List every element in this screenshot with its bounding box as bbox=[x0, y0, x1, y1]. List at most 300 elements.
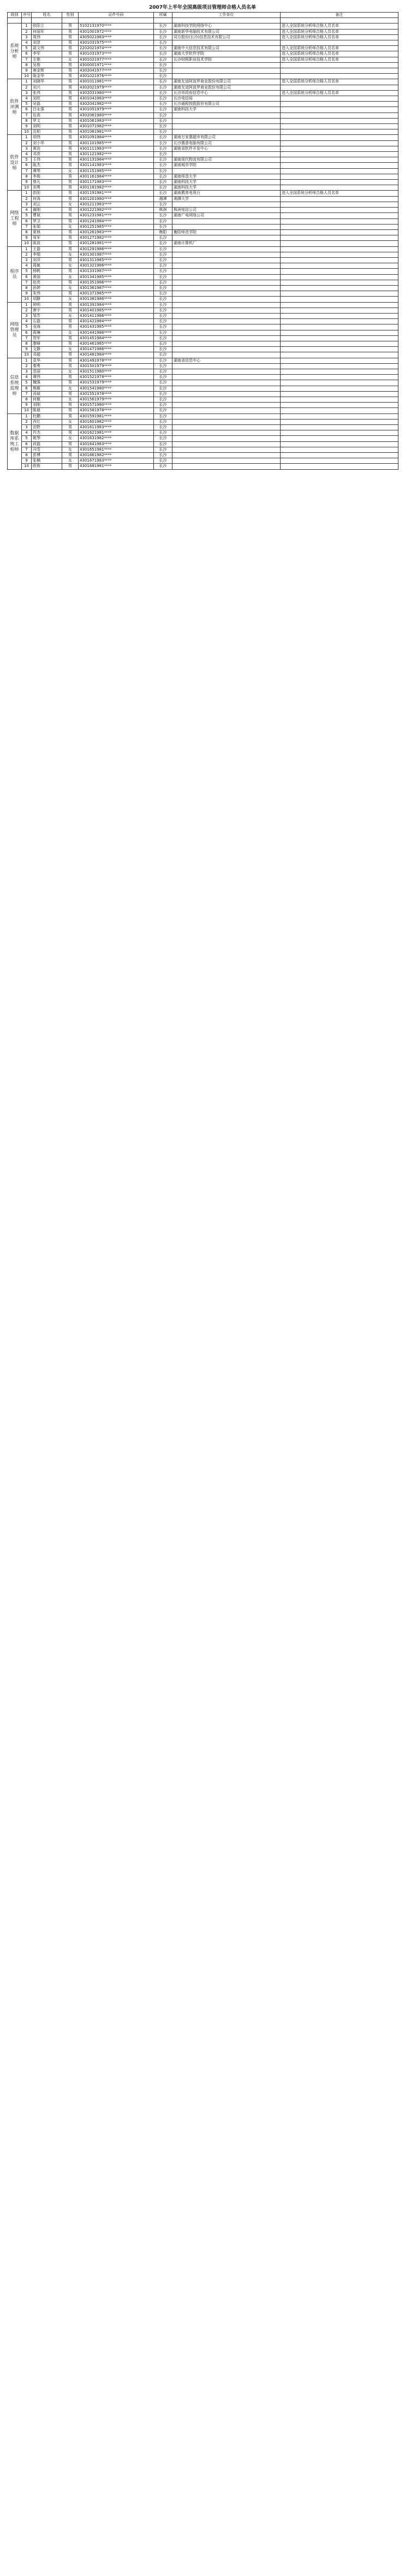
table-cell: 4301031973**** bbox=[79, 51, 154, 57]
table-cell: 7 bbox=[22, 447, 32, 452]
table-cell bbox=[172, 202, 281, 207]
table-cell: 长沙 bbox=[154, 124, 172, 129]
table-cell: 左艳 bbox=[32, 57, 62, 62]
table-cell: 彭阳 bbox=[32, 191, 62, 196]
table-cell: 长沙 bbox=[154, 352, 172, 358]
table-cell: 长沙 bbox=[154, 96, 172, 102]
table-row bbox=[8, 308, 398, 313]
table-cell bbox=[281, 352, 398, 358]
table-row bbox=[8, 280, 398, 285]
table-cell bbox=[172, 375, 281, 380]
table-cell bbox=[281, 40, 398, 46]
table-cell: 男 bbox=[62, 135, 79, 140]
table-row bbox=[8, 363, 398, 369]
table-cell bbox=[281, 391, 398, 397]
table-cell: 谭琴 bbox=[32, 168, 62, 174]
table-cell: 长沙 bbox=[154, 113, 172, 118]
table-cell: 谭伟 bbox=[32, 375, 62, 380]
table-row bbox=[8, 297, 398, 302]
table-cell: 吴俊 bbox=[32, 62, 62, 68]
table-cell: 长沙 bbox=[154, 241, 172, 246]
table-cell: 6 bbox=[22, 330, 32, 335]
table-cell: 女 bbox=[62, 330, 79, 335]
table-cell: 4301281981**** bbox=[79, 241, 154, 246]
table-cell bbox=[281, 257, 398, 263]
table-cell bbox=[281, 96, 398, 102]
table-cell: 9 bbox=[22, 403, 32, 408]
table-cell: 长沙 bbox=[154, 146, 172, 151]
table-cell: 8 bbox=[22, 285, 32, 291]
table-row bbox=[8, 196, 398, 202]
table-cell bbox=[281, 347, 398, 352]
table-cell: 男 bbox=[62, 218, 79, 224]
table-row bbox=[8, 152, 398, 157]
table-cell bbox=[172, 68, 281, 74]
table-cell: 长沙 bbox=[154, 386, 172, 391]
table-cell: 男 bbox=[62, 352, 79, 358]
table-cell: 4300001971**** bbox=[79, 62, 154, 68]
table-cell: 4301521978**** bbox=[79, 375, 154, 380]
table-cell: 男 bbox=[62, 425, 79, 430]
table-cell: 1 bbox=[22, 23, 32, 29]
table-cell bbox=[172, 391, 281, 397]
table-cell: 长沙 bbox=[154, 274, 172, 280]
table-cell: 长沙 bbox=[154, 453, 172, 458]
table-cell: 4302041977**** bbox=[79, 68, 154, 74]
table-cell: 廖峰 bbox=[32, 341, 62, 346]
table-cell: 男 bbox=[62, 23, 79, 29]
table-row bbox=[8, 68, 398, 74]
table-cell: 4 bbox=[22, 430, 32, 436]
table-cell: 沈柏 bbox=[32, 129, 62, 135]
table-cell: 4301071982**** bbox=[79, 124, 154, 129]
table-cell: 男 bbox=[62, 391, 79, 397]
table-cell: 男 bbox=[62, 403, 79, 408]
table-cell bbox=[172, 419, 281, 424]
table-cell: 男 bbox=[62, 140, 79, 146]
table-cell: 5 bbox=[22, 157, 32, 163]
table-cell: 4301401985**** bbox=[79, 308, 154, 313]
table-row bbox=[8, 102, 398, 107]
table-cell: 4302061980**** bbox=[79, 113, 154, 118]
table-cell bbox=[172, 280, 281, 285]
table-row bbox=[8, 79, 398, 85]
table-cell bbox=[281, 74, 398, 79]
table-cell: 4 bbox=[22, 96, 32, 102]
table-cell: 长沙 bbox=[154, 335, 172, 341]
table-cell: 长沙 bbox=[154, 235, 172, 241]
table-cell: 1 bbox=[22, 413, 32, 419]
table-cell: 4301241984**** bbox=[79, 218, 154, 224]
table-cell: 4301641983**** bbox=[79, 441, 154, 447]
table-cell: 何敏 bbox=[32, 397, 62, 403]
table-cell: 进入全国系统分析师合格人员名单 bbox=[281, 29, 398, 34]
table-cell: 男 bbox=[62, 208, 79, 213]
table-cell: 4301091984**** bbox=[79, 135, 154, 140]
table-cell: 4301291986**** bbox=[79, 246, 154, 252]
table-cell bbox=[281, 464, 398, 469]
table-row bbox=[8, 430, 398, 436]
table-cell bbox=[281, 313, 398, 318]
table-cell bbox=[281, 413, 398, 419]
table-cell: 湖南广电网络公司 bbox=[172, 213, 281, 218]
table-cell: 长沙 bbox=[154, 363, 172, 369]
table-cell: 5 bbox=[22, 46, 32, 51]
table-cell: 6 bbox=[22, 107, 32, 113]
table-row bbox=[8, 140, 398, 146]
table-cell: 邹芳 bbox=[32, 313, 62, 318]
section-label: 数据库系统工程师 bbox=[8, 413, 22, 469]
table-cell: 4 bbox=[22, 375, 32, 380]
table-cell: 4 bbox=[22, 40, 32, 46]
table-cell: 7 bbox=[22, 391, 32, 397]
table-cell: 4301551978**** bbox=[79, 391, 154, 397]
table-cell: 5 bbox=[22, 269, 32, 274]
table-cell: 钟明 bbox=[32, 302, 62, 308]
table-cell bbox=[281, 358, 398, 363]
table-cell: 刘云 bbox=[32, 202, 62, 207]
table-cell bbox=[172, 274, 281, 280]
table-cell: 长沙 bbox=[154, 397, 172, 403]
table-cell: 长沙 bbox=[154, 90, 172, 96]
subheader-row bbox=[8, 18, 398, 23]
table-cell: 4301271982**** bbox=[79, 235, 154, 241]
table-cell: 贺军 bbox=[32, 335, 62, 341]
column-subheader bbox=[8, 18, 22, 23]
section-label: 网络工程师 bbox=[8, 191, 22, 246]
table-cell: 长沙 bbox=[154, 129, 172, 135]
table-cell: 5 bbox=[22, 436, 32, 441]
table-cell bbox=[281, 297, 398, 302]
table-cell: 7 bbox=[22, 224, 32, 229]
table-row bbox=[8, 46, 398, 51]
table-cell: 长沙 bbox=[154, 34, 172, 40]
table-cell: 周敏 bbox=[32, 263, 62, 269]
table-cell bbox=[172, 257, 281, 263]
table-cell bbox=[281, 430, 398, 436]
table-cell: 长沙 bbox=[154, 152, 172, 157]
table-cell: 8 bbox=[22, 118, 32, 123]
table-row bbox=[8, 135, 398, 140]
table-cell bbox=[172, 285, 281, 291]
table-cell: 男 bbox=[62, 430, 79, 436]
table-cell: 4301151985**** bbox=[79, 168, 154, 174]
table-cell: 陈晨 bbox=[32, 408, 62, 413]
table-cell: 魏强 bbox=[32, 380, 62, 386]
table-cell: 4301601982**** bbox=[79, 419, 154, 424]
table-cell: 邓超 bbox=[32, 352, 62, 358]
table-cell bbox=[172, 441, 281, 447]
table-cell: 4 bbox=[22, 152, 32, 157]
table-cell bbox=[172, 124, 281, 129]
table-cell: 男 bbox=[62, 358, 79, 363]
table-cell: 女 bbox=[62, 386, 79, 391]
table-cell: 4301651981**** bbox=[79, 447, 154, 452]
table-cell: 男 bbox=[62, 280, 79, 285]
table-cell bbox=[172, 397, 281, 403]
table-cell: 4302031980**** bbox=[79, 90, 154, 96]
table-cell: 石磊 bbox=[32, 319, 62, 324]
table-row bbox=[8, 375, 398, 380]
table-cell: 男 bbox=[62, 174, 79, 179]
table-cell: 长沙 bbox=[154, 291, 172, 297]
table-cell: 湖南城市学院 bbox=[172, 163, 281, 168]
table-row bbox=[8, 246, 398, 252]
table-cell: 男 bbox=[62, 90, 79, 96]
table-cell: 长沙 bbox=[154, 191, 172, 196]
table-cell bbox=[281, 341, 398, 346]
table-cell: 长沙 bbox=[154, 447, 172, 452]
table-cell: 男 bbox=[62, 157, 79, 163]
table-cell: 男 bbox=[62, 413, 79, 419]
table-cell: 袁华 bbox=[32, 358, 62, 363]
table-cell: 冯雪 bbox=[32, 447, 62, 452]
table-cell: 孙婷 bbox=[32, 285, 62, 291]
table-cell bbox=[281, 403, 398, 408]
table-cell: 3 bbox=[22, 34, 32, 40]
table-cell: 衡阳师范学院 bbox=[172, 229, 281, 235]
table-cell: 衡阳 bbox=[154, 229, 172, 235]
table-cell: 湖南中大信息技术有限公司 bbox=[172, 46, 281, 51]
table-cell bbox=[281, 157, 398, 163]
table-row bbox=[8, 202, 398, 207]
table-row bbox=[8, 397, 398, 403]
table-row bbox=[8, 263, 398, 269]
table-cell: 长沙 bbox=[154, 246, 172, 252]
table-row bbox=[8, 436, 398, 441]
table-cell: 段磊 bbox=[32, 441, 62, 447]
table-cell: 男 bbox=[62, 102, 79, 107]
table-cell: 2 bbox=[22, 140, 32, 146]
table-cell: 4301261983**** bbox=[79, 229, 154, 235]
table-cell: 进入全国系统分析师合格人员名单 bbox=[281, 57, 398, 62]
table-cell: 长沙 bbox=[154, 29, 172, 34]
table-cell: 4301451984**** bbox=[79, 335, 154, 341]
table-cell: 湘潭 bbox=[154, 196, 172, 202]
table-cell: 何丽军 bbox=[32, 29, 62, 34]
table-cell: 男 bbox=[62, 163, 79, 168]
table-cell: 10 bbox=[22, 464, 32, 469]
table-cell bbox=[172, 308, 281, 313]
table-cell: 3 bbox=[22, 313, 32, 318]
table-cell: 长沙 bbox=[154, 135, 172, 140]
table-cell: 10 bbox=[22, 352, 32, 358]
table-cell: 4301381986**** bbox=[79, 297, 154, 302]
table-cell bbox=[281, 235, 398, 241]
table-cell: 男 bbox=[62, 129, 79, 135]
table-cell: 湖南省软件开发中心 bbox=[172, 146, 281, 151]
table-cell: 长沙 bbox=[154, 185, 172, 191]
document-title: 2007年上半年全国高级项目管理师合格人员名单 bbox=[148, 5, 257, 10]
column-subheader bbox=[32, 18, 62, 23]
table-row bbox=[8, 335, 398, 341]
table-row bbox=[8, 291, 398, 297]
table-cell: 长沙 bbox=[154, 458, 172, 464]
table-cell: 4301511980**** bbox=[79, 369, 154, 374]
table-row bbox=[8, 29, 398, 34]
table-cell: 汤斌 bbox=[32, 391, 62, 397]
table-cell: 湖南科技学院网络中心 bbox=[172, 23, 281, 29]
table-cell bbox=[172, 436, 281, 441]
table-cell bbox=[281, 324, 398, 330]
table-cell bbox=[281, 135, 398, 140]
table-cell: 湖南友谊阿波罗商业股份有限公司 bbox=[172, 85, 281, 90]
table-cell: 4301031975**** bbox=[79, 40, 154, 46]
table-cell bbox=[172, 363, 281, 369]
table-cell: 4301001972**** bbox=[79, 29, 154, 34]
table-cell: 4301491978**** bbox=[79, 358, 154, 363]
table-cell: 长沙惠普电脑有限公司 bbox=[172, 140, 281, 146]
column-header: 工作单位 bbox=[172, 13, 281, 18]
table-cell bbox=[172, 40, 281, 46]
table-cell: 4 bbox=[22, 263, 32, 269]
column-subheader bbox=[154, 18, 172, 23]
table-cell: 长沙 bbox=[154, 51, 172, 57]
table-cell: 4301341985**** bbox=[79, 274, 154, 280]
table-cell: 长沙 bbox=[154, 419, 172, 424]
roster-body bbox=[8, 23, 398, 469]
table-cell: 长沙 bbox=[154, 157, 172, 163]
table-cell: 4301111983**** bbox=[79, 146, 154, 151]
table-cell: 男 bbox=[62, 375, 79, 380]
table-row bbox=[8, 57, 398, 62]
table-cell: 湖南省信息中心 bbox=[172, 358, 281, 363]
table-cell: 女 bbox=[62, 458, 79, 464]
table-cell: 4301061983**** bbox=[79, 118, 154, 123]
table-cell: 进入全国系统分析师合格人员名单 bbox=[281, 34, 398, 40]
table-cell bbox=[172, 369, 281, 374]
table-cell: 10 bbox=[22, 74, 32, 79]
table-cell: 男 bbox=[62, 380, 79, 386]
table-cell: 杜鹏 bbox=[32, 413, 62, 419]
table-row bbox=[8, 413, 398, 419]
table-cell bbox=[281, 208, 398, 213]
table-row bbox=[8, 380, 398, 386]
table-cell: 2 bbox=[22, 252, 32, 257]
table-cell bbox=[172, 118, 281, 123]
table-cell bbox=[281, 291, 398, 297]
table-cell: 进入全国系统分析师合格人员名单 bbox=[281, 23, 398, 29]
table-cell: 男 bbox=[62, 146, 79, 151]
table-row bbox=[8, 341, 398, 346]
table-cell bbox=[172, 347, 281, 352]
table-cell: 彭博 bbox=[32, 453, 62, 458]
table-cell: 陈杰 bbox=[32, 163, 62, 168]
table-cell: 张娟 bbox=[32, 224, 62, 229]
table-cell bbox=[281, 252, 398, 257]
table-cell bbox=[281, 140, 398, 146]
table-cell: 5 bbox=[22, 380, 32, 386]
table-cell: 4301471986**** bbox=[79, 347, 154, 352]
table-cell: 4301661982**** bbox=[79, 453, 154, 458]
table-cell: 1 bbox=[22, 246, 32, 252]
table-cell: 长沙 bbox=[154, 218, 172, 224]
table-cell: 田野 bbox=[32, 425, 62, 430]
table-cell: 王磊 bbox=[32, 246, 62, 252]
table-cell: 3 bbox=[22, 202, 32, 207]
table-cell: 男 bbox=[62, 107, 79, 113]
table-cell: 4301121982**** bbox=[79, 152, 154, 157]
table-cell bbox=[281, 335, 398, 341]
table-cell: 刘明 bbox=[32, 124, 62, 129]
table-cell: 湖南计算机厂 bbox=[172, 241, 281, 246]
table-row bbox=[8, 347, 398, 352]
table-cell bbox=[172, 319, 281, 324]
table-cell: 4301671983**** bbox=[79, 458, 154, 464]
table-cell: 长沙 bbox=[154, 358, 172, 363]
table-cell: 黄浩 bbox=[32, 146, 62, 151]
table-cell bbox=[281, 229, 398, 235]
table-cell: 赵亮 bbox=[32, 280, 62, 285]
table-cell: 男 bbox=[62, 180, 79, 185]
table-row bbox=[8, 453, 398, 458]
table-cell: 4301611983**** bbox=[79, 425, 154, 430]
table-cell: 4301141983**** bbox=[79, 163, 154, 168]
table-cell bbox=[172, 62, 281, 68]
table-cell bbox=[172, 408, 281, 413]
table-cell bbox=[172, 380, 281, 386]
table-row bbox=[8, 235, 398, 241]
table-cell bbox=[281, 129, 398, 135]
table-cell bbox=[172, 129, 281, 135]
table-cell: 7 bbox=[22, 280, 32, 285]
table-cell: 4301191981**** bbox=[79, 191, 154, 196]
table-cell: 3 bbox=[22, 425, 32, 430]
table-cell: 1 bbox=[22, 302, 32, 308]
table-cell: 8 bbox=[22, 174, 32, 179]
table-cell bbox=[281, 397, 398, 403]
table-cell: 文静 bbox=[32, 347, 62, 352]
table-row bbox=[8, 85, 398, 90]
table-cell bbox=[281, 458, 398, 464]
table-row bbox=[8, 302, 398, 308]
table-row bbox=[8, 208, 398, 213]
table-cell: 何涛 bbox=[32, 196, 62, 202]
table-cell: 陈金华 bbox=[32, 74, 62, 79]
table-cell bbox=[172, 330, 281, 335]
table-cell: 10 bbox=[22, 408, 32, 413]
table-cell: 长沙 bbox=[154, 40, 172, 46]
table-cell: 谢刚 bbox=[32, 208, 62, 213]
table-cell: 2 bbox=[22, 363, 32, 369]
table-cell: 男 bbox=[62, 152, 79, 157]
table-cell: 10 bbox=[22, 297, 32, 302]
table-row bbox=[8, 419, 398, 424]
table-cell: 3 bbox=[22, 146, 32, 151]
table-cell bbox=[281, 107, 398, 113]
table-row bbox=[8, 113, 398, 118]
table-cell: 7 bbox=[22, 335, 32, 341]
table-cell bbox=[281, 441, 398, 447]
table-cell: 长沙 bbox=[154, 297, 172, 302]
table-cell: 4301571980**** bbox=[79, 403, 154, 408]
table-cell: 男 bbox=[62, 79, 79, 85]
table-cell: 男 bbox=[62, 341, 79, 346]
table-cell: 5 bbox=[22, 213, 32, 218]
table-cell: 长沙 bbox=[154, 168, 172, 174]
table-row bbox=[8, 229, 398, 235]
table-row bbox=[8, 34, 398, 40]
table-cell bbox=[281, 447, 398, 452]
table-cell: 湘潭大学 bbox=[172, 196, 281, 202]
table-cell: 4301331987**** bbox=[79, 269, 154, 274]
table-row bbox=[8, 403, 398, 408]
table-cell: 1 bbox=[22, 191, 32, 196]
table-cell bbox=[281, 319, 398, 324]
table-cell: 胡伟 bbox=[32, 135, 62, 140]
column-header: 姓名 bbox=[32, 13, 62, 18]
table-cell: 男 bbox=[62, 257, 79, 263]
